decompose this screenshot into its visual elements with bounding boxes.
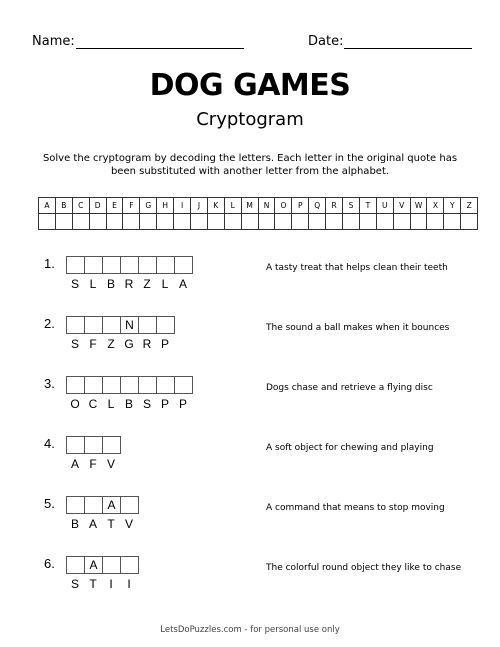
key-answer-cell[interactable]	[393, 214, 410, 230]
puzzle-number: 1.	[44, 256, 55, 271]
key-answer-cell[interactable]	[55, 214, 72, 230]
cipher-letters	[66, 277, 192, 291]
key-answer-cell[interactable]	[207, 214, 224, 230]
answer-box[interactable]	[174, 256, 193, 274]
answer-boxes	[66, 256, 193, 274]
name-line[interactable]	[76, 36, 244, 49]
date-line[interactable]	[344, 36, 472, 49]
key-answer-cell[interactable]	[140, 214, 157, 230]
answer-box[interactable]	[84, 436, 103, 454]
key-letter-cell: J	[191, 198, 208, 214]
cipher-letter: R	[124, 277, 134, 291]
key-letter-cell: U	[376, 198, 393, 214]
key-letter-cell: Q	[309, 198, 326, 214]
answer-box[interactable]	[120, 376, 139, 394]
key-letter-cell: E	[106, 198, 123, 214]
cipher-letter: L	[89, 277, 97, 291]
key-letter-cell: Z	[461, 198, 478, 214]
answer-box[interactable]: A	[84, 556, 103, 574]
footer-credit: LetsDoPuzzles.com - for personal use only	[160, 625, 340, 635]
key-letter-cell: I	[174, 198, 191, 214]
key-answer-cell[interactable]	[39, 214, 56, 230]
key-letter-cell: D	[89, 198, 106, 214]
key-letter-cell: X	[427, 198, 444, 214]
cipher-letter: L	[107, 397, 115, 411]
key-answer-cell[interactable]	[410, 214, 427, 230]
puzzle-item	[44, 256, 474, 300]
answer-box[interactable]	[102, 316, 121, 334]
date-field[interactable]	[308, 34, 472, 49]
cipher-letter: F	[89, 457, 97, 471]
cipher-letter: A	[70, 457, 79, 471]
key-answer-cell[interactable]	[309, 214, 326, 230]
key-letter-cell: S	[343, 198, 360, 214]
key-letter-cell: C	[72, 198, 89, 214]
answer-box[interactable]	[66, 556, 85, 574]
name-label: Name:	[32, 34, 75, 49]
cipher-letter: Z	[143, 277, 151, 291]
key-answer-cell[interactable]	[123, 214, 140, 230]
puzzle-item	[44, 436, 474, 480]
key-letter-cell: Y	[444, 198, 461, 214]
key-answer-cell[interactable]	[292, 214, 309, 230]
cipher-letter: R	[142, 337, 152, 351]
cipher-letter: B	[70, 517, 79, 531]
key-letter-cell: V	[393, 198, 410, 214]
key-answer-cell[interactable]	[224, 214, 241, 230]
cipher-letters	[66, 337, 174, 351]
cipher-letter: P	[160, 337, 169, 351]
answer-box[interactable]: A	[102, 496, 121, 514]
key-answer-cell[interactable]	[157, 214, 174, 230]
answer-box[interactable]	[156, 316, 175, 334]
cipher-letter: S	[70, 577, 79, 591]
cipher-letter: S	[70, 337, 79, 351]
key-answer-cell[interactable]	[359, 214, 376, 230]
key-answer-cell[interactable]	[427, 214, 444, 230]
cipher-letter: P	[178, 397, 187, 411]
answer-box[interactable]	[102, 436, 121, 454]
cipher-letters	[66, 577, 138, 591]
date-label: Date:	[308, 34, 344, 49]
answer-box[interactable]	[138, 256, 157, 274]
key-letter-cell: L	[224, 198, 241, 214]
cipher-letter: B	[106, 277, 115, 291]
key-letter-cell: P	[292, 198, 309, 214]
answer-box[interactable]	[174, 376, 193, 394]
puzzle-item	[44, 496, 474, 540]
key-letter-cell: R	[326, 198, 343, 214]
cipher-letter: T	[107, 517, 115, 531]
answer-boxes	[66, 376, 193, 394]
name-field[interactable]	[32, 34, 244, 49]
cipher-letter: L	[161, 277, 169, 291]
key-answer-cell[interactable]	[343, 214, 360, 230]
answer-boxes	[66, 496, 139, 514]
cipher-letter: G	[124, 337, 134, 351]
answer-boxes	[66, 436, 121, 454]
answer-box[interactable]	[84, 376, 103, 394]
answer-box[interactable]	[102, 376, 121, 394]
puzzle-number: 6.	[44, 556, 55, 571]
answer-box[interactable]	[84, 256, 103, 274]
key-answer-cell[interactable]	[326, 214, 343, 230]
answer-box[interactable]	[138, 316, 157, 334]
cipher-letter: S	[70, 277, 79, 291]
answer-box[interactable]	[66, 316, 85, 334]
answer-box[interactable]	[66, 256, 85, 274]
puzzle-number: 4.	[44, 436, 55, 451]
key-answer-cell[interactable]	[376, 214, 393, 230]
key-answer-cell[interactable]	[444, 214, 461, 230]
cipher-letters	[66, 517, 138, 531]
key-answer-row	[39, 214, 478, 230]
cipher-letter: I	[127, 577, 131, 591]
cipher-letter: P	[160, 397, 169, 411]
cipher-letter: T	[89, 577, 97, 591]
cipher-letter: B	[124, 397, 133, 411]
instructions: Solve the cryptogram by decoding the letters. Each letter in the original quote has been substituted with another letter from the alphabet.	[42, 153, 458, 177]
cipher-letter: V	[106, 457, 115, 471]
answer-box[interactable]	[66, 496, 85, 514]
key-answer-cell[interactable]	[106, 214, 123, 230]
key-letter-cell: B	[55, 198, 72, 214]
answer-box[interactable]	[138, 376, 157, 394]
answer-box[interactable]	[120, 556, 139, 574]
puzzle-clue: The sound a ball makes when it bounces	[266, 323, 450, 333]
puzzle-item	[44, 376, 474, 420]
key-answer-cell[interactable]	[174, 214, 191, 230]
page-title: DOG GAMES	[149, 68, 351, 103]
key-letter-cell: A	[39, 198, 56, 214]
answer-box[interactable]	[102, 256, 121, 274]
key-answer-cell[interactable]	[89, 214, 106, 230]
key-answer-cell[interactable]	[258, 214, 275, 230]
key-letter-cell: G	[140, 198, 157, 214]
puzzle-clue: Dogs chase and retrieve a flying disc	[266, 383, 433, 393]
key-letter-cell: T	[359, 198, 376, 214]
key-letter-cell: O	[275, 198, 292, 214]
key-answer-cell[interactable]	[72, 214, 89, 230]
cipher-letter: F	[89, 337, 97, 351]
cipher-letter: A	[178, 277, 187, 291]
key-letter-cell: F	[123, 198, 140, 214]
puzzle-clue: A command that means to stop moving	[266, 503, 445, 513]
key-answer-cell[interactable]	[275, 214, 292, 230]
answer-box[interactable]	[156, 376, 175, 394]
answer-box[interactable]	[84, 316, 103, 334]
answer-boxes	[66, 556, 139, 574]
answer-box[interactable]	[120, 496, 139, 514]
cipher-letter: S	[142, 397, 151, 411]
answer-box[interactable]	[66, 436, 85, 454]
puzzle-clue: The colorful round object they like to chase	[266, 563, 462, 573]
key-alphabet-row	[39, 198, 478, 214]
puzzle-clue: A tasty treat that helps clean their teeth	[266, 263, 448, 273]
answer-box[interactable]	[66, 376, 85, 394]
answer-box[interactable]	[102, 556, 121, 574]
key-letter-cell: N	[258, 198, 275, 214]
puzzle-item	[44, 316, 474, 360]
key-letter-cell: M	[241, 198, 258, 214]
cipher-letters	[66, 457, 120, 471]
puzzle-item	[44, 556, 474, 600]
answer-boxes	[66, 316, 175, 334]
puzzle-number: 3.	[44, 376, 55, 391]
answer-box[interactable]	[156, 256, 175, 274]
answer-box[interactable]	[120, 256, 139, 274]
cipher-letter: O	[70, 397, 80, 411]
cipher-letter: Z	[107, 337, 115, 351]
cipher-letter: V	[124, 517, 133, 531]
key-answer-cell[interactable]	[461, 214, 478, 230]
answer-box[interactable]: N	[120, 316, 139, 334]
puzzle-number: 2.	[44, 316, 55, 331]
answer-box[interactable]	[84, 496, 103, 514]
cipher-letter: C	[88, 397, 98, 411]
puzzle-number: 5.	[44, 496, 55, 511]
puzzle-clue: A soft object for chewing and playing	[266, 443, 434, 453]
cipher-letter: I	[109, 577, 113, 591]
key-answer-cell[interactable]	[241, 214, 258, 230]
key-letter-cell: H	[157, 198, 174, 214]
cipher-letter: A	[88, 517, 97, 531]
key-answer-cell[interactable]	[191, 214, 208, 230]
key-letter-cell: W	[410, 198, 427, 214]
key-letter-cell: K	[207, 198, 224, 214]
page-subtitle: Cryptogram	[196, 109, 304, 130]
cipher-key-table	[38, 197, 478, 230]
cipher-letters	[66, 397, 192, 411]
